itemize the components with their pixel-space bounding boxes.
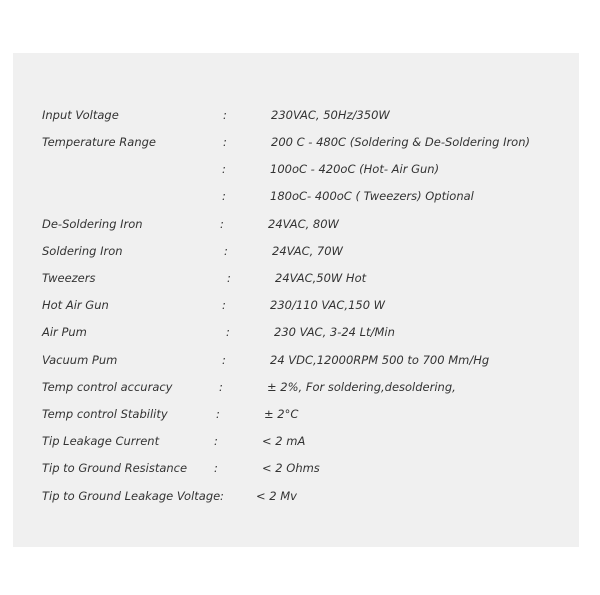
spec-separator: : <box>223 108 227 122</box>
spec-label: Input Voltage <box>42 108 119 122</box>
spec-label: Temp control accuracy <box>42 380 173 394</box>
spec-separator: : <box>220 217 224 231</box>
spec-row-vacuum-pum <box>13 353 579 373</box>
spec-value: 100oC - 420oC (Hot- Air Gun) <box>270 162 440 176</box>
spec-value: 24VAC,50W Hot <box>275 271 367 285</box>
spec-label: Vacuum Pum <box>42 353 118 367</box>
spec-label: Tip to Ground Resistance <box>42 461 188 475</box>
spec-value: 24VAC, 80W <box>268 217 339 231</box>
spec-separator: : <box>222 353 226 367</box>
specifications-panel <box>13 53 579 547</box>
spec-separator: : <box>222 162 226 176</box>
spec-row-tweezers <box>13 271 579 291</box>
spec-separator: : <box>226 325 230 339</box>
spec-separator: : <box>227 271 231 285</box>
spec-separator: : <box>222 298 226 312</box>
spec-value: 200 C - 480C (Soldering & De-Soldering Iron) <box>271 135 530 149</box>
spec-label: Temperature Range <box>42 135 156 149</box>
spec-separator: : <box>214 461 218 475</box>
spec-row-tip-leakage-current <box>13 434 579 454</box>
spec-value: 230/110 VAC,150 W <box>270 298 386 312</box>
spec-row-temp-control-accuracy <box>13 380 579 400</box>
spec-label: Tweezers <box>42 271 96 285</box>
spec-row-hot-air-gun <box>13 298 579 318</box>
spec-separator: : <box>216 407 220 421</box>
spec-separator: : <box>222 189 226 203</box>
spec-separator: : <box>214 434 218 448</box>
spec-label: Temp control Stability <box>42 407 168 421</box>
spec-row-temperature-range <box>13 135 579 155</box>
spec-row-temp-control-stability <box>13 407 579 427</box>
spec-row-tip-to-ground-leakage-voltage <box>13 489 579 509</box>
spec-row-air-pum <box>13 325 579 345</box>
spec-value: < 2 Ohms <box>262 461 320 475</box>
spec-value: ± 2%, For soldering,desoldering, <box>267 380 456 394</box>
spec-separator: : <box>223 135 227 149</box>
spec-row-temperature-hot-air <box>13 162 579 182</box>
spec-value: 180oC- 400oC ( Tweezers) Optional <box>270 189 474 203</box>
spec-label: De-Soldering Iron <box>42 217 143 231</box>
spec-value: 24 VDC,12000RPM 500 to 700 Mm/Hg <box>270 353 490 367</box>
spec-label: Soldering Iron <box>42 244 123 258</box>
spec-row-temperature-tweezers <box>13 189 579 209</box>
spec-separator: : <box>224 244 228 258</box>
spec-separator: : <box>220 489 224 503</box>
spec-separator: : <box>219 380 223 394</box>
spec-row-tip-to-ground-resistance <box>13 461 579 481</box>
spec-label: Hot Air Gun <box>42 298 109 312</box>
spec-value: < 2 mA <box>262 434 306 448</box>
spec-row-de-soldering-iron <box>13 217 579 237</box>
spec-label: Tip to Ground Leakage Voltage <box>42 489 221 503</box>
spec-label: Air Pum <box>42 325 87 339</box>
spec-value: ± 2°C <box>264 407 299 421</box>
spec-row-soldering-iron <box>13 244 579 264</box>
spec-value: < 2 Mv <box>256 489 297 503</box>
spec-label: Tip Leakage Current <box>42 434 160 448</box>
spec-value: 230 VAC, 3-24 Lt/Min <box>274 325 395 339</box>
spec-row-input-voltage <box>13 108 579 128</box>
spec-value: 230VAC, 50Hz/350W <box>271 108 390 122</box>
spec-value: 24VAC, 70W <box>272 244 343 258</box>
